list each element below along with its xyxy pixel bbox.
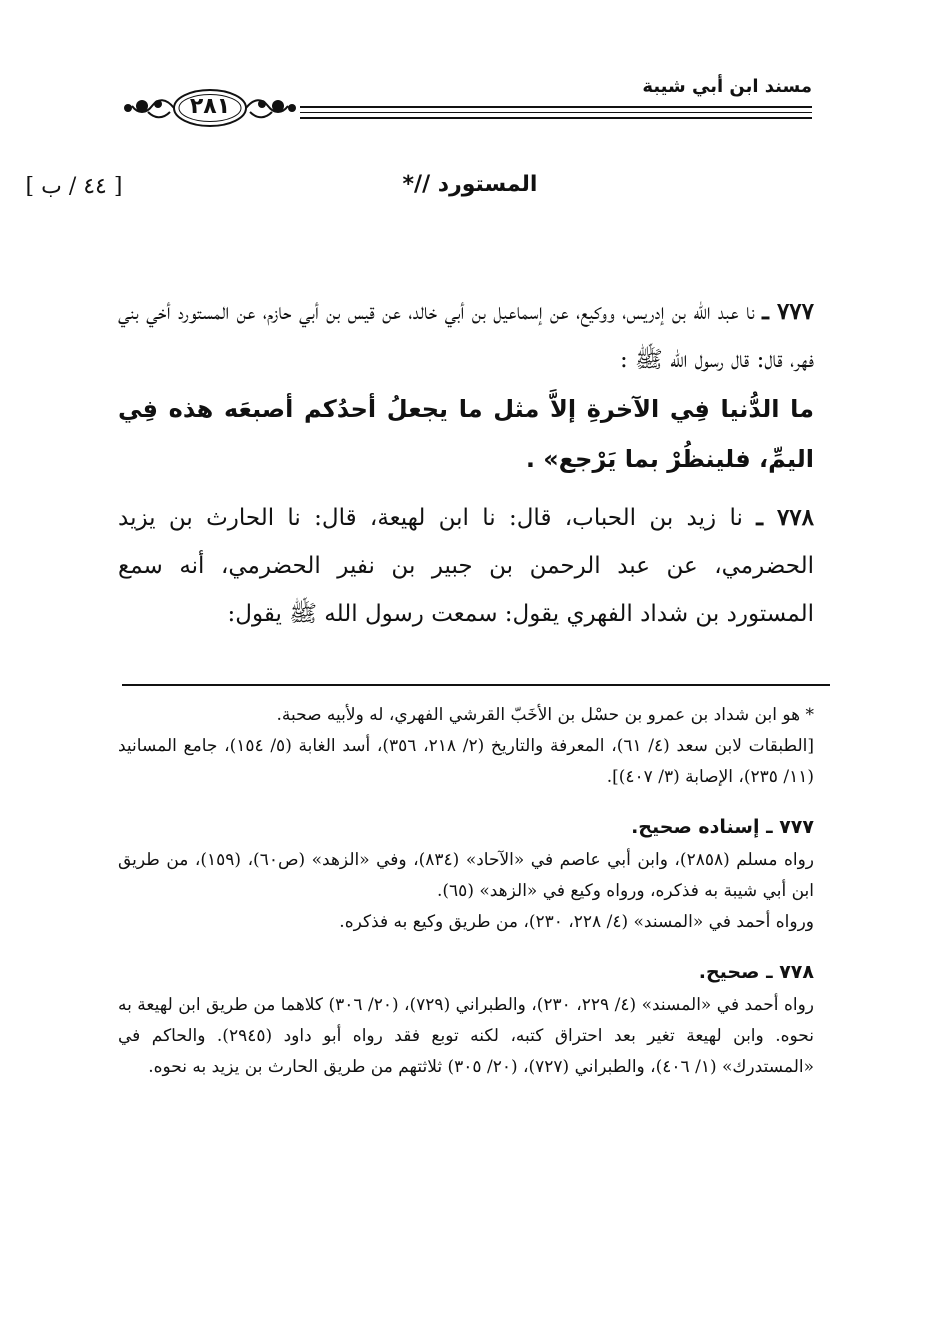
footnotes — [118, 700, 814, 1083]
header-rule — [300, 106, 812, 108]
header-rule — [300, 112, 812, 113]
note-777-heading: ٧٧٧ ـ إسناده صحيح. — [631, 816, 814, 838]
hadith-text: ما الدُّنيا فِي الآخرةِ إلاَّ مثل ما يجعلُ أحدُكم أصبعَه هذه فِي اليمِّ، فلينظُرْ بما يَرْجع» . — [118, 395, 814, 473]
running-head: مسند ابن أبي شيبة — [642, 76, 812, 97]
entry-number: ٧٧٧ ـ — [762, 298, 815, 325]
section-title: المستورد //* — [402, 172, 538, 197]
biography-sources: [الطبقات لابن سعد (٤/ ٦١)، المعرفة والتاريخ (٢/ ٢١٨، ٣٥٦)، أسد الغابة (٥/ ١٥٤)، جامع المسانيد (١١/ ٢٣٥)، الإصابة (٣/ ٤٠٧)]. — [118, 736, 814, 787]
note-778-line: رواه أحمد في «المسند» (٤/ ٢٢٩، ٢٣٠)، والطبراني (٧٢٩)، (٢٠/ ٣٠٦) كلاهما من طريق ابن لهيعة به نحوه. وابن لهيعة تغير بعد احتراق كتبه، لكنه توبع فقد رواه أبو داود (٢٩٤٥). والحاكم في «المستدرك» (١/ ٤٠٦)، والطبراني (٧٢٧)، (٢٠/ ٣٠٥) ثلاثتهم من طريق الحارث بن يزيد به نحوه. — [118, 995, 815, 1077]
page-number: ٢٨١ — [189, 94, 231, 119]
biography-note: * هو ابن شداد بن عمرو بن حسْل بن الأخَبّ القرشي الفهري، له ولأبيه صحبة. — [276, 705, 814, 725]
entry-text: نا زيد بن الحباب، قال: نا ابن لهيعة، قال: نا الحارث بن يزيد الحضرمي، عن عبد الرحمن بن جبير بن نفير الحضرمي، أنه سمع المستورد بن شداد الفهري يقول: سمعت رسول الله ﷺ يقول: — [118, 505, 814, 627]
manuscript-folio-reference: [ ٤٤ / ب ] — [25, 174, 123, 199]
note-777-line: ورواه أحمد في «المسند» (٤/ ٢٢٨، ٢٣٠)، من طريق وكيع به فذكره. — [339, 912, 814, 932]
header-rule — [300, 117, 812, 119]
note-777-line: رواه مسلم (٢٨٥٨)، وابن أبي عاصم في «الآحاد» (٨٣٤)، وفي «الزهد» (ص٦٠)، (١٥٩)، من طريق ابن أبي شيبة به فذكره، ورواه وكيع في «الزهد» (٦٥). — [118, 850, 815, 901]
entry-number: ٧٧٨ ـ — [756, 504, 814, 531]
note-778-heading: ٧٧٨ ـ صحيح. — [698, 961, 814, 983]
entry-text: نا عبد الله بن إدريس، ووكيع، عن إسماعيل بن أبي خالد، عن قيس بن أبي حازم، عن المستورد أخي بني فهر، قال: قال رسول الله ﷺ : — [118, 299, 814, 373]
main-text — [118, 288, 814, 648]
footnote-divider — [122, 684, 830, 686]
entry-777 — [118, 288, 814, 484]
entry-778 — [118, 494, 814, 638]
header-rules — [300, 106, 812, 123]
